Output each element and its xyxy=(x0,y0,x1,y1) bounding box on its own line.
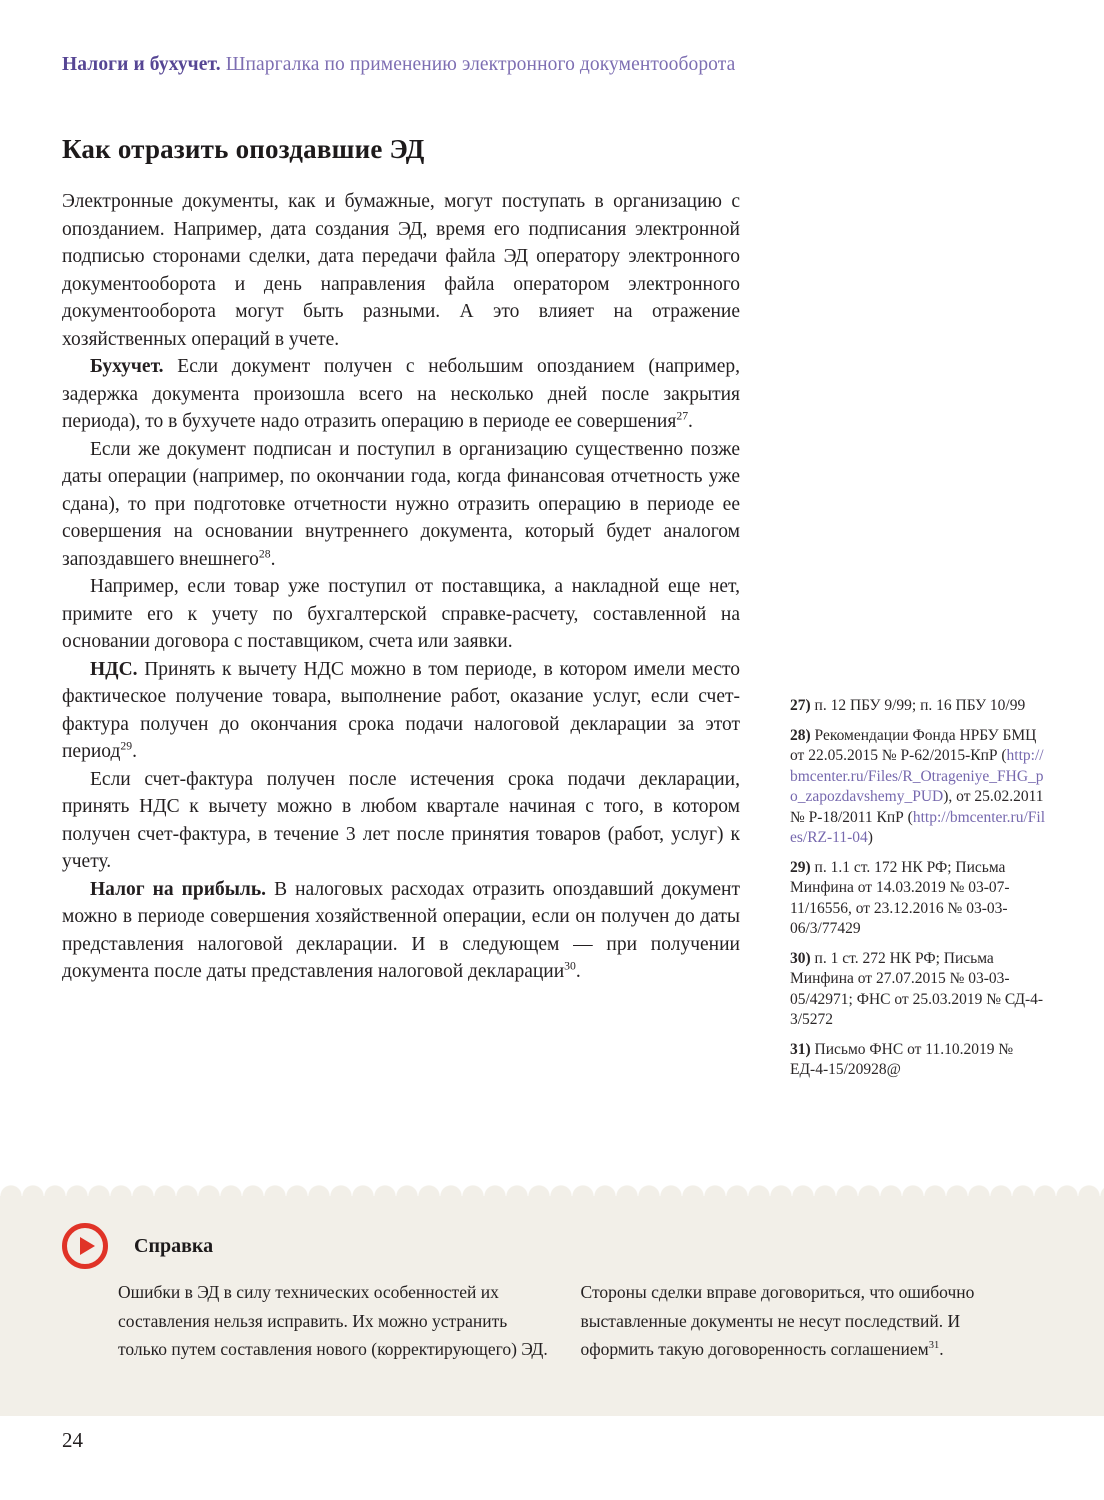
footnote-marker: 30 xyxy=(564,959,576,973)
page-number: 24 xyxy=(62,1428,83,1452)
footnote-number: 27) xyxy=(790,697,811,714)
reference-column: Стороны сделки вправе договориться, что ошибочно выставленные документы не несут последствий. И оформить такую договоренность соглашением$^{31}$. xyxy=(580,1282,975,1359)
reference-box-header xyxy=(62,1223,213,1269)
paragraph: Например, если товар уже поступил от поставщика, а накладной еще нет, примите его к учету по бухгалтерской справке-расчету, составленной на основании договора с поставщиком, счета или заявки. xyxy=(62,576,740,652)
footnote-marker: 31 xyxy=(928,1340,940,1352)
page-title: Как отразить опоздавшие ЭД xyxy=(62,134,425,164)
running-header xyxy=(62,54,735,76)
footnote-link[interactable]: http://bmcenter.ru/Files/RZ-11-04 xyxy=(790,808,1046,846)
footnote-marker: 27 xyxy=(676,409,689,423)
scallop-edge xyxy=(0,1185,1104,1196)
footnote: 30) п. 1 ст. 272 НК РФ; Письма Минфина от 27.07.2015 № 03-03-05/42971; ФНС от 25.03.2019 № СД-4-3/5272 xyxy=(790,949,1044,1028)
footnote-marker: 29 xyxy=(120,739,133,753)
footnotes xyxy=(790,696,1046,1090)
paragraph: Если же документ подписан и поступил в организацию существенно позже даты операции (например, по окончании года, когда финансовая отчетность уже сдана), то при подготовке отчетности нужно отразить операцию в периоде ее совершения на основании внутреннего документа, который будет аналогом запоздавшего внешнего$^{28}$. xyxy=(62,438,740,570)
reference-box-body xyxy=(0,1196,1104,1416)
footnote: 31) Письмо ФНС от 11.10.2019 № ЕД-4-15/20928@ xyxy=(790,1040,1014,1078)
footnote-number: 29) xyxy=(790,858,811,876)
play-triangle-icon xyxy=(80,1237,95,1255)
footnote-marker: 28 xyxy=(258,547,271,560)
footnote: 29) п. 1.1 ст. 172 НК РФ; Письма Минфина от 14.03.2019 № 03-07-11/16556, от 23.12.2016 № 03-03-06/3/77429 xyxy=(790,858,1010,937)
footnote-number: 28) xyxy=(790,726,811,744)
paragraph: НДС. Принять к вычету НДС можно в том периоде, в котором имели место фактическое получение товара, выполнение работ, оказание услуг, если счет-фактура получен до окончания срока подачи налоговой декларации за этот период$^{29}$. xyxy=(62,658,740,762)
header-subtitle: Шпаргалка по применению электронного документооборота xyxy=(220,54,736,75)
footnote: 27) п. 12 ПБУ 9/99; п. 16 ПБУ 10/99 xyxy=(790,697,1026,714)
footnote-number: 31) xyxy=(790,1040,811,1058)
paragraph: Бухучет. Если документ получен с небольшим опозданием (например, задержка документа произошла всего на несколько дней после закрытия периода), то в бухучете надо отразить операцию в периоде ее совершения$^{27}$. xyxy=(62,356,740,432)
paragraph: Если счет-фактура получен после истечения срока подачи декларации, принять НДС к вычету можно в любом квартале начиная с того, в котором получен счет-фактура, в течение 3 лет после принятия товаров (работ, услуг) к учету. xyxy=(62,768,740,872)
paragraph: Налог на прибыль. В налоговых расходах отразить опоздавший документ можно в периоде совершения хозяйственной операции, если он получен до даты представления налоговой декларации. И в следующем — при получении документа после даты представления налоговой декларации$^{30}$. xyxy=(62,878,740,982)
reference-columns xyxy=(118,1278,1013,1364)
play-icon xyxy=(62,1223,108,1269)
reference-box xyxy=(0,1185,1104,1416)
paragraph: Электронные документы, как и бумажные, могут поступать в организацию с опозданием. Например, дата создания ЭД, время его подписания электронной подписью сторонами сделки, дата передачи файла ЭД оператору электронного документооборота и день направления файла оператором электронного документооборота могут быть разными. А это влияет на отражение хозяйственных операций в учете. xyxy=(62,191,740,350)
header-brand: Налоги и бухучет. xyxy=(62,54,221,75)
reference-box-title: Справка xyxy=(134,1234,214,1257)
footnote-link[interactable]: http://bmcenter.ru/Files/R_Otrageniye_FHG_po_zapozdavshemy_PUD xyxy=(790,747,1044,805)
reference-column: Ошибки в ЭД в силу технических особенностей их составления нельзя исправить. Их можно устранить только путем составления нового (корректирующего) ЭД. xyxy=(118,1282,548,1359)
footnote: 28) Рекомендации Фонда НРБУ БМЦ от 22.05.2015 № Р-62/2015-КпР (http://bmcenter.ru/Files/R_Otrageniye_FHG_po_zapozdavshemy_PUD), от 25.02.2011 № Р-18/2011 КпР (http://bmcenter.ru/Files/RZ-11-04) xyxy=(790,726,1046,846)
article-body xyxy=(62,188,740,986)
footnote-number: 30) xyxy=(790,949,811,967)
